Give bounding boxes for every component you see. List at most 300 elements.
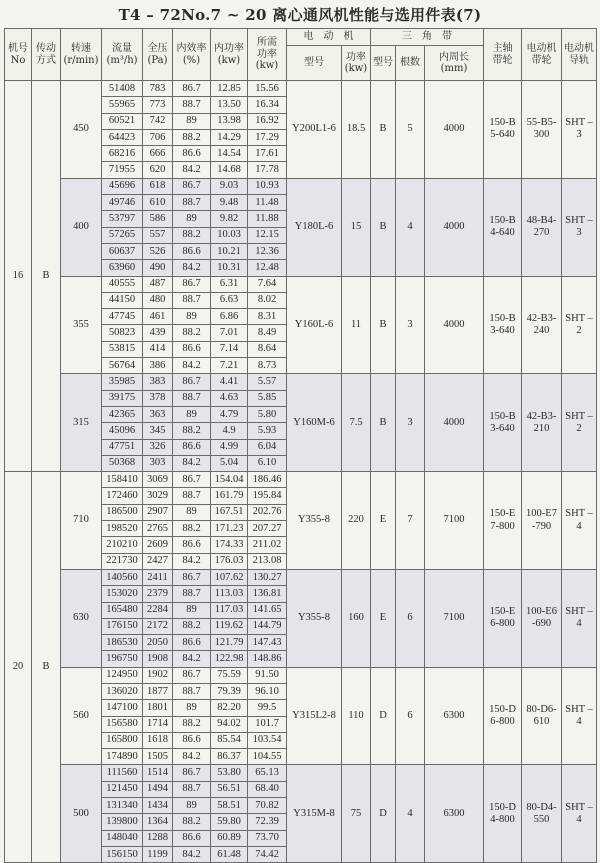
required-power-cell: 99.5 <box>248 700 287 716</box>
pressure-cell: 439 <box>143 325 173 341</box>
flow-cell: 53815 <box>102 341 143 357</box>
required-power-cell: 8.49 <box>248 325 287 341</box>
required-power-cell: 5.85 <box>248 390 287 406</box>
flow-cell: 57265 <box>102 227 143 243</box>
pressure-cell: 2907 <box>143 504 173 520</box>
flow-cell: 156150 <box>102 846 143 862</box>
table-row <box>5 472 597 488</box>
required-power-cell: 8.02 <box>248 292 287 308</box>
power-cell: 117.03 <box>211 602 248 618</box>
flow-cell: 172460 <box>102 488 143 504</box>
required-power-cell: 136.81 <box>248 586 287 602</box>
required-power-cell: 130.27 <box>248 569 287 585</box>
motor-rail-cell: SHT – 3 <box>562 178 597 276</box>
header-belt-length: 内周长 (mm) <box>425 46 484 81</box>
efficiency-cell: 88.2 <box>173 521 211 537</box>
motor-rail-cell: SHT – 2 <box>562 276 597 374</box>
pressure-cell: 378 <box>143 390 173 406</box>
flow-cell: 55965 <box>102 97 143 113</box>
motor-rail-cell: SHT – 4 <box>562 667 597 765</box>
header-pressure: 全压 (Pa) <box>143 29 173 81</box>
power-cell: 7.01 <box>211 325 248 341</box>
spindle-pulley-cell: 150-D 6-800 <box>484 667 522 765</box>
power-cell: 14.68 <box>211 162 248 178</box>
motor-power-cell: 220 <box>342 472 371 570</box>
flow-cell: 35985 <box>102 374 143 390</box>
pressure-cell: 2379 <box>143 586 173 602</box>
motor-pulley-cell: 80-D4- 550 <box>522 765 562 863</box>
motor-model-cell: Y160L-6 <box>287 276 342 374</box>
efficiency-cell: 86.6 <box>173 732 211 748</box>
header-required-power: 所需 功率 (kw) <box>248 29 287 81</box>
belt-model-cell: E <box>371 569 396 667</box>
spindle-pulley-cell: 150-B 5-640 <box>484 81 522 179</box>
pressure-cell: 3069 <box>143 472 173 488</box>
motor-model-cell: Y315M-8 <box>287 765 342 863</box>
flow-cell: 196750 <box>102 651 143 667</box>
flow-cell: 139800 <box>102 814 143 830</box>
flow-cell: 60637 <box>102 243 143 259</box>
efficiency-cell: 88.7 <box>173 195 211 211</box>
flow-cell: 53797 <box>102 211 143 227</box>
pressure-cell: 1714 <box>143 716 173 732</box>
required-power-cell: 147.43 <box>248 635 287 651</box>
required-power-cell: 211.02 <box>248 537 287 553</box>
required-power-cell: 202.76 <box>248 504 287 520</box>
motor-pulley-cell: 55-B5- 300 <box>522 81 562 179</box>
power-cell: 7.21 <box>211 358 248 374</box>
belt-model-cell: B <box>371 178 396 276</box>
motor-rail-cell: SHT – 2 <box>562 374 597 472</box>
flow-cell: 49746 <box>102 195 143 211</box>
flow-cell: 42365 <box>102 406 143 422</box>
efficiency-cell: 88.7 <box>173 390 211 406</box>
table-row <box>5 81 597 97</box>
power-cell: 60.89 <box>211 830 248 846</box>
required-power-cell: 11.48 <box>248 195 287 211</box>
spindle-pulley-cell: 150-E 7-800 <box>484 472 522 570</box>
power-cell: 14.29 <box>211 129 248 145</box>
speed-cell: 560 <box>61 667 102 765</box>
efficiency-cell: 86.6 <box>173 537 211 553</box>
belt-length-cell: 6300 <box>425 667 484 765</box>
motor-power-cell: 15 <box>342 178 371 276</box>
header-motor-rail: 电动机 导轨 <box>562 29 597 81</box>
spindle-pulley-cell: 150-B 3-640 <box>484 374 522 472</box>
efficiency-cell: 86.7 <box>173 765 211 781</box>
belt-count-cell: 6 <box>396 569 425 667</box>
efficiency-cell: 86.7 <box>173 178 211 194</box>
motor-power-cell: 160 <box>342 569 371 667</box>
pressure-cell: 1877 <box>143 683 173 699</box>
table-row <box>5 569 597 585</box>
efficiency-cell: 89 <box>173 504 211 520</box>
power-cell: 119.62 <box>211 618 248 634</box>
required-power-cell: 65.13 <box>248 765 287 781</box>
pressure-cell: 490 <box>143 260 173 276</box>
power-cell: 5.04 <box>211 455 248 471</box>
required-power-cell: 7.64 <box>248 276 287 292</box>
table-row <box>5 667 597 683</box>
required-power-cell: 70.82 <box>248 798 287 814</box>
motor-model-cell: Y180L-6 <box>287 178 342 276</box>
flow-cell: 176150 <box>102 618 143 634</box>
flow-cell: 210210 <box>102 537 143 553</box>
pressure-cell: 2284 <box>143 602 173 618</box>
efficiency-cell: 89 <box>173 113 211 129</box>
header-motor-group: 电 动 机 <box>287 29 371 46</box>
power-cell: 13.98 <box>211 113 248 129</box>
flow-cell: 40555 <box>102 276 143 292</box>
header-drive-mode: 传动 方式 <box>32 29 61 81</box>
pressure-cell: 1364 <box>143 814 173 830</box>
flow-cell: 51408 <box>102 81 143 97</box>
pressure-cell: 2609 <box>143 537 173 553</box>
efficiency-cell: 88.2 <box>173 716 211 732</box>
pressure-cell: 480 <box>143 292 173 308</box>
pressure-cell: 345 <box>143 423 173 439</box>
belt-model-cell: D <box>371 765 396 863</box>
motor-rail-cell: SHT – 3 <box>562 81 597 179</box>
required-power-cell: 73.70 <box>248 830 287 846</box>
pressure-cell: 706 <box>143 129 173 145</box>
header-spindle-pulley: 主轴 带轮 <box>484 29 522 81</box>
motor-pulley-cell: 42-B3- 210 <box>522 374 562 472</box>
required-power-cell: 16.92 <box>248 113 287 129</box>
power-cell: 82.20 <box>211 700 248 716</box>
table-row <box>5 178 597 194</box>
efficiency-cell: 89 <box>173 211 211 227</box>
pressure-cell: 363 <box>143 406 173 422</box>
power-cell: 86.37 <box>211 749 248 765</box>
motor-power-cell: 7.5 <box>342 374 371 472</box>
flow-cell: 64423 <box>102 129 143 145</box>
pressure-cell: 487 <box>143 276 173 292</box>
required-power-cell: 5.93 <box>248 423 287 439</box>
belt-length-cell: 6300 <box>425 765 484 863</box>
efficiency-cell: 84.2 <box>173 553 211 569</box>
flow-cell: 165480 <box>102 602 143 618</box>
pressure-cell: 526 <box>143 243 173 259</box>
motor-pulley-cell: 42-B3- 240 <box>522 276 562 374</box>
motor-rail-cell: SHT – 4 <box>562 765 597 863</box>
header-power: 内功率 (kw) <box>211 29 248 81</box>
required-power-cell: 8.64 <box>248 341 287 357</box>
required-power-cell: 141.65 <box>248 602 287 618</box>
efficiency-cell: 88.7 <box>173 683 211 699</box>
belt-count-cell: 5 <box>396 81 425 179</box>
flow-cell: 131340 <box>102 798 143 814</box>
pressure-cell: 1288 <box>143 830 173 846</box>
flow-cell: 56764 <box>102 358 143 374</box>
power-cell: 94.02 <box>211 716 248 732</box>
belt-count-cell: 4 <box>396 765 425 863</box>
power-cell: 121.79 <box>211 635 248 651</box>
flow-cell: 60521 <box>102 113 143 129</box>
efficiency-cell: 86.7 <box>173 81 211 97</box>
required-power-cell: 17.61 <box>248 146 287 162</box>
required-power-cell: 195.84 <box>248 488 287 504</box>
required-power-cell: 207.27 <box>248 521 287 537</box>
flow-cell: 47745 <box>102 309 143 325</box>
pressure-cell: 557 <box>143 227 173 243</box>
required-power-cell: 6.04 <box>248 439 287 455</box>
required-power-cell: 74.42 <box>248 846 287 862</box>
power-cell: 10.03 <box>211 227 248 243</box>
power-cell: 4.63 <box>211 390 248 406</box>
power-cell: 113.03 <box>211 586 248 602</box>
flow-cell: 39175 <box>102 390 143 406</box>
belt-length-cell: 4000 <box>425 81 484 179</box>
pressure-cell: 1494 <box>143 781 173 797</box>
efficiency-cell: 88.2 <box>173 325 211 341</box>
power-cell: 79.39 <box>211 683 248 699</box>
required-power-cell: 12.36 <box>248 243 287 259</box>
speed-cell: 400 <box>61 178 102 276</box>
power-cell: 174.33 <box>211 537 248 553</box>
spindle-pulley-cell: 150-D 4-800 <box>484 765 522 863</box>
spindle-pulley-cell: 150-E 6-800 <box>484 569 522 667</box>
flow-cell: 156580 <box>102 716 143 732</box>
efficiency-cell: 86.7 <box>173 569 211 585</box>
power-cell: 13.50 <box>211 97 248 113</box>
motor-pulley-cell: 100-E6 -690 <box>522 569 562 667</box>
speed-cell: 630 <box>61 569 102 667</box>
efficiency-cell: 84.2 <box>173 162 211 178</box>
power-cell: 4.9 <box>211 423 248 439</box>
flow-cell: 158410 <box>102 472 143 488</box>
power-cell: 59.80 <box>211 814 248 830</box>
header-motor-power: 功率 (kw) <box>342 46 371 81</box>
power-cell: 4.41 <box>211 374 248 390</box>
belt-count-cell: 4 <box>396 178 425 276</box>
motor-power-cell: 75 <box>342 765 371 863</box>
belt-model-cell: B <box>371 374 396 472</box>
required-power-cell: 12.15 <box>248 227 287 243</box>
speed-cell: 315 <box>61 374 102 472</box>
motor-model-cell: Y355-8 <box>287 472 342 570</box>
efficiency-cell: 88.7 <box>173 781 211 797</box>
pressure-cell: 383 <box>143 374 173 390</box>
power-cell: 85.54 <box>211 732 248 748</box>
pressure-cell: 1908 <box>143 651 173 667</box>
belt-count-cell: 7 <box>396 472 425 570</box>
required-power-cell: 17.78 <box>248 162 287 178</box>
belt-length-cell: 4000 <box>425 374 484 472</box>
motor-power-cell: 110 <box>342 667 371 765</box>
pressure-cell: 620 <box>143 162 173 178</box>
power-cell: 14.54 <box>211 146 248 162</box>
power-cell: 176.03 <box>211 553 248 569</box>
fan-performance-table <box>4 28 597 863</box>
pressure-cell: 610 <box>143 195 173 211</box>
header-machine-no: 机号 No <box>5 29 32 81</box>
pressure-cell: 1618 <box>143 732 173 748</box>
flow-cell: 71955 <box>102 162 143 178</box>
belt-model-cell: B <box>371 81 396 179</box>
pressure-cell: 2050 <box>143 635 173 651</box>
required-power-cell: 10.93 <box>248 178 287 194</box>
pressure-cell: 303 <box>143 455 173 471</box>
efficiency-cell: 86.6 <box>173 635 211 651</box>
efficiency-cell: 88.2 <box>173 618 211 634</box>
pressure-cell: 666 <box>143 146 173 162</box>
required-power-cell: 17.29 <box>248 129 287 145</box>
pressure-cell: 783 <box>143 81 173 97</box>
required-power-cell: 148.86 <box>248 651 287 667</box>
belt-count-cell: 3 <box>396 276 425 374</box>
motor-rail-cell: SHT – 4 <box>562 472 597 570</box>
drive-mode-cell: B <box>32 81 61 472</box>
flow-cell: 63960 <box>102 260 143 276</box>
flow-cell: 186530 <box>102 635 143 651</box>
power-cell: 122.98 <box>211 651 248 667</box>
pressure-cell: 326 <box>143 439 173 455</box>
efficiency-cell: 86.6 <box>173 146 211 162</box>
pressure-cell: 2765 <box>143 521 173 537</box>
required-power-cell: 5.80 <box>248 406 287 422</box>
table-row <box>5 374 597 390</box>
power-cell: 9.03 <box>211 178 248 194</box>
efficiency-cell: 89 <box>173 602 211 618</box>
pressure-cell: 461 <box>143 309 173 325</box>
header-motor-pulley: 电动机 带轮 <box>522 29 562 81</box>
required-power-cell: 16.34 <box>248 97 287 113</box>
header-flow: 流量 (m³/h) <box>102 29 143 81</box>
required-power-cell: 186.46 <box>248 472 287 488</box>
flow-cell: 50368 <box>102 455 143 471</box>
motor-model-cell: Y160M-6 <box>287 374 342 472</box>
power-cell: 75.59 <box>211 667 248 683</box>
efficiency-cell: 84.2 <box>173 749 211 765</box>
flow-cell: 124950 <box>102 667 143 683</box>
efficiency-cell: 84.2 <box>173 651 211 667</box>
required-power-cell: 6.10 <box>248 455 287 471</box>
pressure-cell: 2172 <box>143 618 173 634</box>
power-cell: 154.04 <box>211 472 248 488</box>
pressure-cell: 1801 <box>143 700 173 716</box>
pressure-cell: 2427 <box>143 553 173 569</box>
flow-cell: 136020 <box>102 683 143 699</box>
required-power-cell: 91.50 <box>248 667 287 683</box>
power-cell: 107.62 <box>211 569 248 585</box>
table-row <box>5 765 597 781</box>
belt-count-cell: 6 <box>396 667 425 765</box>
pressure-cell: 386 <box>143 358 173 374</box>
pressure-cell: 1505 <box>143 749 173 765</box>
motor-pulley-cell: 80-D6- 610 <box>522 667 562 765</box>
flow-cell: 165800 <box>102 732 143 748</box>
efficiency-cell: 86.6 <box>173 243 211 259</box>
pressure-cell: 1434 <box>143 798 173 814</box>
efficiency-cell: 86.7 <box>173 667 211 683</box>
efficiency-cell: 88.7 <box>173 97 211 113</box>
power-cell: 4.79 <box>211 406 248 422</box>
required-power-cell: 144.79 <box>248 618 287 634</box>
belt-model-cell: B <box>371 276 396 374</box>
belt-length-cell: 4000 <box>425 178 484 276</box>
flow-cell: 198520 <box>102 521 143 537</box>
flow-cell: 45696 <box>102 178 143 194</box>
required-power-cell: 5.57 <box>248 374 287 390</box>
power-cell: 4.99 <box>211 439 248 455</box>
power-cell: 161.79 <box>211 488 248 504</box>
table-body <box>5 81 597 863</box>
required-power-cell: 12.48 <box>248 260 287 276</box>
belt-model-cell: D <box>371 667 396 765</box>
belt-length-cell: 7100 <box>425 472 484 570</box>
power-cell: 58.51 <box>211 798 248 814</box>
efficiency-cell: 88.2 <box>173 129 211 145</box>
efficiency-cell: 88.7 <box>173 292 211 308</box>
flow-cell: 174890 <box>102 749 143 765</box>
efficiency-cell: 86.7 <box>173 472 211 488</box>
motor-model-cell: Y200L1-6 <box>287 81 342 179</box>
header-belt-model: 型号 <box>371 46 396 81</box>
belt-count-cell: 3 <box>396 374 425 472</box>
required-power-cell: 8.31 <box>248 309 287 325</box>
required-power-cell: 72.39 <box>248 814 287 830</box>
pressure-cell: 773 <box>143 97 173 113</box>
table-header <box>5 29 597 81</box>
efficiency-cell: 84.2 <box>173 846 211 862</box>
power-cell: 7.14 <box>211 341 248 357</box>
required-power-cell: 101.7 <box>248 716 287 732</box>
flow-cell: 148040 <box>102 830 143 846</box>
belt-length-cell: 7100 <box>425 569 484 667</box>
table-title: T4 – 72No.7 ~ 20 离心通风机性能与选用件表(7) <box>118 6 482 24</box>
header-belt-group: 三 角 带 <box>371 29 484 46</box>
required-power-cell: 96.10 <box>248 683 287 699</box>
efficiency-cell: 86.6 <box>173 830 211 846</box>
power-cell: 6.86 <box>211 309 248 325</box>
power-cell: 9.48 <box>211 195 248 211</box>
header-speed: 转速 (r/min) <box>61 29 102 81</box>
speed-cell: 710 <box>61 472 102 570</box>
efficiency-cell: 86.7 <box>173 276 211 292</box>
spindle-pulley-cell: 150-B 3-640 <box>484 276 522 374</box>
speed-cell: 355 <box>61 276 102 374</box>
drive-mode-cell: B <box>32 472 61 863</box>
flow-cell: 147100 <box>102 700 143 716</box>
power-cell: 167.51 <box>211 504 248 520</box>
belt-model-cell: E <box>371 472 396 570</box>
required-power-cell: 8.73 <box>248 358 287 374</box>
efficiency-cell: 86.6 <box>173 439 211 455</box>
motor-pulley-cell: 100-E7 -790 <box>522 472 562 570</box>
pressure-cell: 1902 <box>143 667 173 683</box>
table-row <box>5 276 597 292</box>
motor-model-cell: Y315L2-8 <box>287 667 342 765</box>
speed-cell: 500 <box>61 765 102 863</box>
pressure-cell: 1199 <box>143 846 173 862</box>
header-motor-model: 型号 <box>287 46 342 81</box>
pressure-cell: 3029 <box>143 488 173 504</box>
flow-cell: 47751 <box>102 439 143 455</box>
pressure-cell: 414 <box>143 341 173 357</box>
required-power-cell: 103.54 <box>248 732 287 748</box>
flow-cell: 221730 <box>102 553 143 569</box>
efficiency-cell: 89 <box>173 700 211 716</box>
efficiency-cell: 84.2 <box>173 260 211 276</box>
efficiency-cell: 89 <box>173 798 211 814</box>
pressure-cell: 586 <box>143 211 173 227</box>
pressure-cell: 1514 <box>143 765 173 781</box>
motor-rail-cell: SHT – 4 <box>562 569 597 667</box>
power-cell: 9.82 <box>211 211 248 227</box>
power-cell: 61.48 <box>211 846 248 862</box>
efficiency-cell: 89 <box>173 406 211 422</box>
